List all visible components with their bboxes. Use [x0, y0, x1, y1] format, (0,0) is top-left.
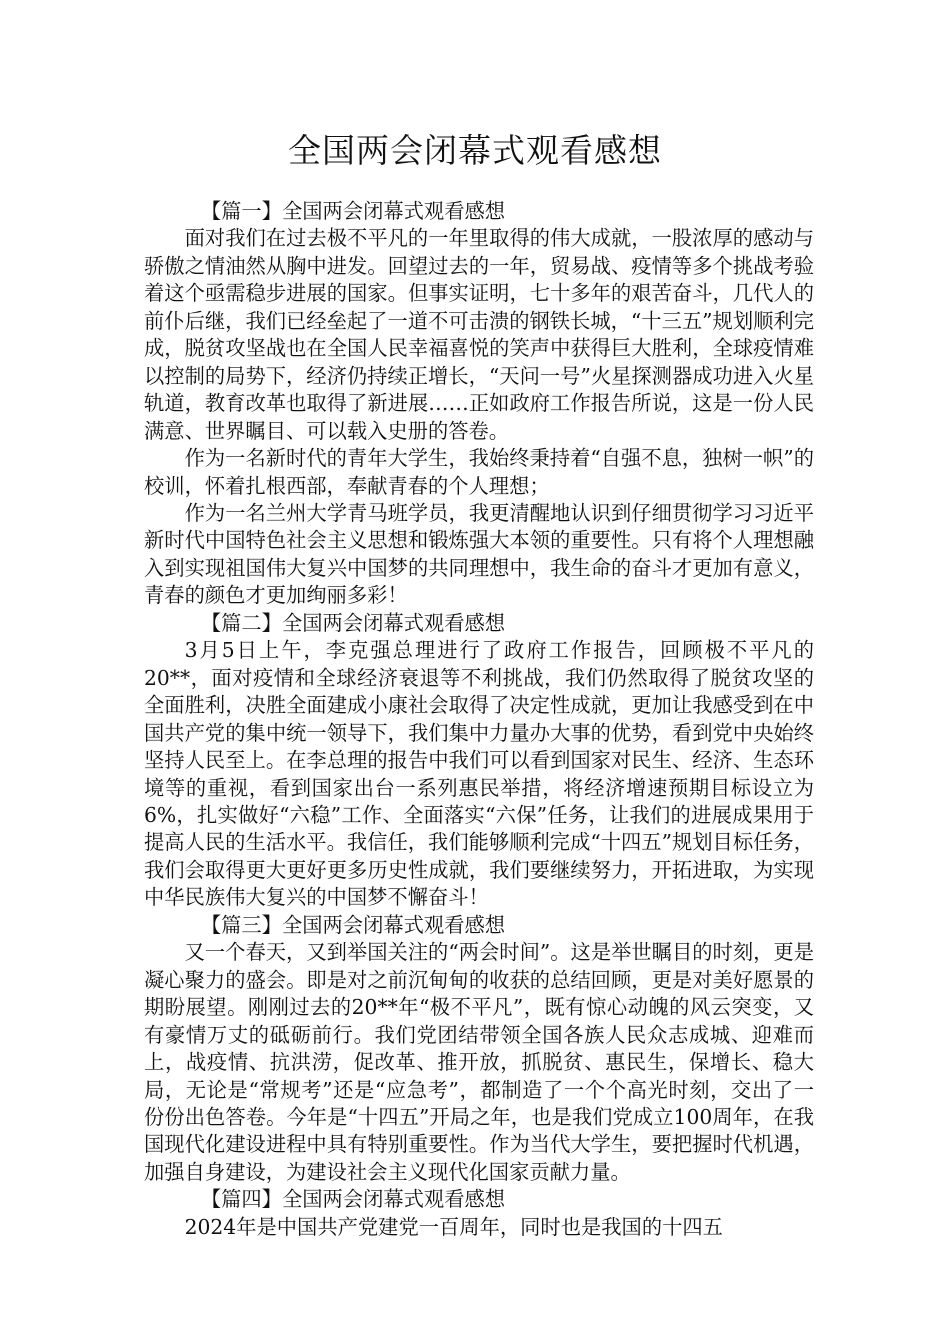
paragraph: 3月5日上午，李克强总理进行了政府工作报告，回顾极不平凡的20**，面对疫情和全球经济衰退等不利挑战，我们仍然取得了脱贫攻坚的全面胜利，决胜全面建成小康社会取得了决定性成就，更加让我感受到在中国共产党的集中统一领导下，我们集中力量办大事的优势，看到党中央始终坚持人民至上。在李总理的报告中我们可以看到国家对民生、经济、生态环境等的重视，看到国家出台一系列惠民举措，将经济增速预期目标设立为6%，扎实做好“六稳”工作、全面落实“六保”任务，让我们的进展成果用于提高人民的生活水平。我信任，我们能够顺利完成“十四五”规划目标任务，我们会取得更大更好更多历史性成就，我们要继续努力，开拓进取，为实现中华民族伟大复兴的中国梦不懈奋斗！: [144, 638, 814, 910]
document-title: 全国两会闭幕式观看感想: [288, 131, 662, 170]
section-heading-1: 【篇一】全国两会闭幕式观看感想: [200, 199, 506, 223]
paragraph: 2024年是中国共产党建党一百周年，同时也是我国的十四五: [184, 1214, 723, 1239]
paragraph: 作为一名新时代的青年大学生，我始终秉持着“自强不息，独树一帜”的校训，怀着扎根西部，奉献青春的个人理想；: [144, 446, 814, 498]
paragraph: 面对我们在过去极不平凡的一年里取得的伟大成就，一股浓厚的感动与骄傲之情油然从胸中进发。回望过去的一年，贸易战、疫情等多个挑战考验着这个亟需稳步进展的国家。但事实证明，七十多年的艰苦奋斗，几代人的前仆后继，我们已经垒起了一道不可击溃的钢铁长城，“十三五”规划顺利完成，脱贫攻坚战也在全国人民幸福喜悦的笑声中获得巨大胜利，全球疫情难以控制的局势下，经济仍持续正增长，“天问一号”火星探测器成功进入火星轨道，教育改革也取得了新进展……正如政府工作报告所说，这是一份人民满意、世界瞩目、可以载入史册的答卷。: [144, 226, 814, 443]
document-body: [144, 198, 814, 1241]
section-heading-2: 【篇二】全国两会闭幕式观看感想: [200, 610, 506, 635]
section-heading-3: 【篇三】全国两会闭幕式观看感想: [200, 912, 506, 937]
section-heading-4: 【篇四】全国两会闭幕式观看感想: [200, 1187, 506, 1212]
paragraph: 作为一名兰州大学青马班学员，我更清醒地认识到仔细贯彻学习习近平新时代中国特色社会主义思想和锻炼强大本领的重要性。只有将个人理想融入到实现祖国伟大复兴中国梦的共同理想中，我生命的奋斗才更加有意义，青春的颜色才更加绚丽多彩！: [144, 500, 814, 608]
paragraph: 又一个春天，又到举国关注的“两会时间”。这是举世瞩目的时刻，更是凝心聚力的盛会。即是对之前沉甸甸的收获的总结回顾，更是对美好愿景的期盼展望。刚刚过去的20**年“极不平凡”，既有惊心动魄的风云突变，又有豪情万丈的砥砺前行。我们党团结带领全国各族人民众志成城、迎难而上，战疫情、抗洪涝，促改革、推开放，抓脱贫、惠民生，保增长、稳大局，无论是“常规考”还是“应急考”，都制造了一个个高光时刻，交出了一份份出色答卷。今年是“十四五”开局之年，也是我们党成立100周年，在我国现代化建设进程中具有特别重要性。作为当代大学生，要把握时代机遇，加强自身建设，为建设社会主义现代化国家贡献力量。: [144, 940, 814, 1184]
